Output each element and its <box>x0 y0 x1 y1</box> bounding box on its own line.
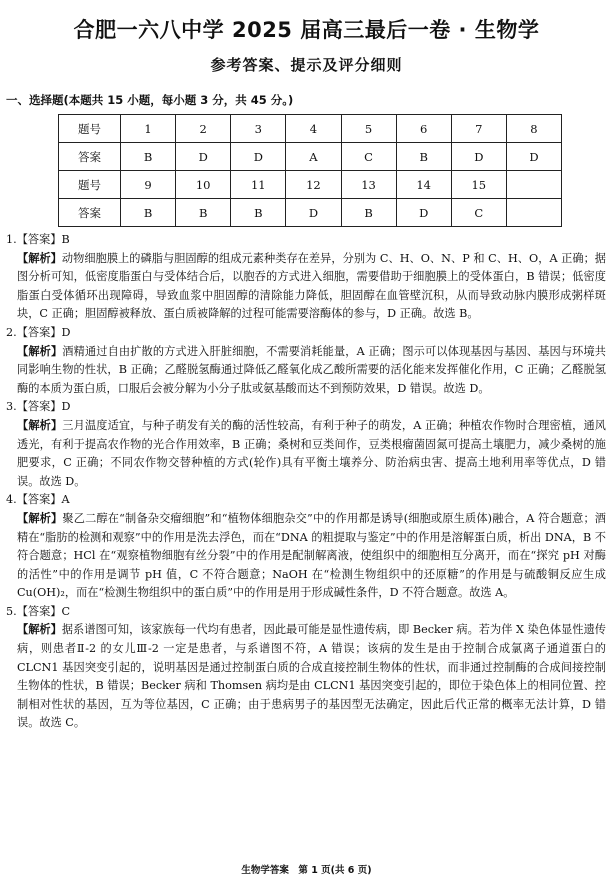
table-cell <box>506 171 561 199</box>
question-number: 1. <box>6 233 17 246</box>
page-subtitle: 参考答案、提示及评分细则 <box>210 56 403 74</box>
page-title: 合肥一六八中学 2025 届高三最后一卷 · 生物学 <box>73 18 540 42</box>
table-cell: 9 <box>121 171 176 199</box>
table-cell: B <box>121 143 176 171</box>
question-number: 4. <box>6 493 17 507</box>
explanation-paragraph <box>6 417 606 491</box>
table-row <box>59 199 562 227</box>
answer-tag: 【答案】 <box>16 325 62 339</box>
question-block <box>6 324 606 398</box>
table-cell: 3 <box>231 115 286 143</box>
table-row-header: 题号 <box>59 115 121 143</box>
explanation-text: 动物细胞膜上的磷脂与胆固醇的组成元素种类存在差异，分别为 C、H、O、N、P 和 C、H、O，A 正确；据图分析可知，低密度脂蛋白与受体结合后，以胞吞的方式进入细胞，需要借助于细胞膜上的受体蛋白，B 错误；低密度脂蛋白受体循环出现障碍，导致血浆中胆固醇的清除能力降低，胆固醇在血管壁沉积，从而导致动脉内膜形成粥样斑块，C 正确；胆固醇被释放、蛋白质被降解的过程可能需要溶酶体的参与，D 正确。故选 B。 <box>17 251 606 321</box>
table-cell: 12 <box>286 171 341 199</box>
table-row-header: 答案 <box>59 143 121 171</box>
answer-line <box>6 231 606 250</box>
table-cell: C <box>451 199 506 227</box>
table-cell: B <box>176 199 231 227</box>
answer-line <box>6 491 606 510</box>
table-cell: 2 <box>176 115 231 143</box>
explanation-tag: 【解析】 <box>17 418 63 432</box>
answer-table <box>58 114 562 227</box>
table-cell <box>506 199 561 227</box>
explanation-tag: 【解析】 <box>17 251 62 265</box>
table-cell: 1 <box>121 115 176 143</box>
explanation-paragraph <box>6 343 606 399</box>
answer-line <box>6 603 606 622</box>
explanation-paragraph <box>6 250 606 324</box>
table-cell: B <box>231 199 286 227</box>
table-cell: B <box>396 143 451 171</box>
table-cell: D <box>231 143 286 171</box>
explanation-text: 据系谱图可知，该家族每一代均有患者，因此最可能是显性遗传病，即 Becker 病。若为伴 X 染色体显性遗传病，则患者Ⅱ-2 的女儿Ⅲ-2 一定是患者，与系谱图不符，A 错误；该病的发生是由于控制合成氯离子通道蛋白的 CLCN1 基因突变引起的，说明基因是通过控制蛋白质的合成直接控制生物体的性状，而非通过控制酶的合成间接控制生物体的性状，B 错误；Becker 病和 Thomsen 病均是由 CLCN1 基因突变引起的，即位于染色体上的相同位置、控制相对性状的基因，互为等位基因，C 正确；由于患病男子的基因型无法确定，因此后代正常的概率无法计算，D 错误。故选 C。 <box>17 623 606 730</box>
explanation-tag: 【解析】 <box>17 511 63 525</box>
table-cell: 5 <box>341 115 396 143</box>
table-cell: 6 <box>396 115 451 143</box>
question-number: 3. <box>6 400 17 414</box>
answer-tag: 【答案】 <box>16 400 62 414</box>
answer-tag: 【答案】 <box>16 493 62 507</box>
table-row <box>59 143 562 171</box>
explanation-text: 聚乙二醇在“制备杂交瘤细胞”和“植物体细胞杂交”中的作用都是诱导(细胞或原生质体)融合，A 符合题意；酒精在“脂肪的检测和观察”中的作用是洗去浮色，而在“DNA 的粗提取与鉴定”中的作用是溶解蛋白质，析出 DNA，B 不符合题意；HCl 在“观察植物细胞有丝分裂”中的作用是配制解离液，使组织中的细胞相互分离开，而在“探究 pH 对酶的活性”中的作用是调节 pH 值，C 不符合题意；NaOH 在“检测生物组织中的还原糖”的作用是与硫酸铜反应生成 Cu(OH)₂，而在“检测生物组织中的蛋白质”中的作用是用于形成碱性条件，D 不符合题意。故选 A。 <box>17 511 606 600</box>
question-block <box>6 603 606 733</box>
answer-tag: 【答案】 <box>16 233 62 246</box>
explanation-text: 酒精通过自由扩散的方式进入肝脏细胞，不需要消耗能量，A 正确；图示可以体现基因与基因、基因与环境共同影响生物的性状，B 正确；乙醛脱氢酶通过降低乙醛氧化成乙酸所需要的活化能来发挥催化作用，C 正确；乙醛脱氢酶的本质为蛋白质，口服后会被分解为小分子肽或氨基酸而达不到预防效果，D 错误。故选 D。 <box>17 344 606 395</box>
table-row-header: 答案 <box>59 199 121 227</box>
explanation-tag: 【解析】 <box>17 623 62 637</box>
question-block <box>6 398 606 491</box>
section-heading: 一、选择题(本题共 15 小题，每小题 3 分，共 45 分。) <box>6 93 294 107</box>
table-cell: 7 <box>451 115 506 143</box>
answer-line <box>6 398 606 417</box>
answer-value: D <box>61 325 71 339</box>
table-cell: 10 <box>176 171 231 199</box>
question-number: 5. <box>6 604 17 618</box>
question-block <box>6 491 606 603</box>
table-cell: D <box>176 143 231 171</box>
table-cell: D <box>451 143 506 171</box>
table-cell: 8 <box>506 115 561 143</box>
question-number: 2. <box>6 325 17 339</box>
explanation-text: 三月温度适宜，与种子萌发有关的酶的活性较高，有利于种子的萌发，A 正确；种植农作物时合理密植，通风透光，有利于提高农作物的光合作用效率，B 正确；桑树和豆类间作，豆类根瘤菌固氮可提高土壤肥力，减少桑树的施肥要求，C 正确；不同农作物交替种植的方式(轮作)具有平衡土壤养分、防治病虫害、提高土地利用率等优点，D 错误。故选 D。 <box>17 418 606 488</box>
table-row <box>59 115 562 143</box>
explanation-tag: 【解析】 <box>17 344 63 358</box>
table-row <box>59 171 562 199</box>
table-cell: A <box>286 143 341 171</box>
table-cell: D <box>506 143 561 171</box>
page-footer: 生物学答案 第 1 页(共 6 页) <box>241 865 372 876</box>
table-row-header: 题号 <box>59 171 121 199</box>
answer-value: C <box>61 604 71 618</box>
table-cell: B <box>121 199 176 227</box>
table-cell: 4 <box>286 115 341 143</box>
table-cell: B <box>341 199 396 227</box>
table-cell: 15 <box>451 171 506 199</box>
explanations <box>6 231 606 733</box>
table-cell: D <box>396 199 451 227</box>
table-cell: C <box>341 143 396 171</box>
table-cell: D <box>286 199 341 227</box>
answer-tag: 【答案】 <box>16 604 62 618</box>
table-cell: 11 <box>231 171 286 199</box>
table-cell: 13 <box>341 171 396 199</box>
answer-value: A <box>61 493 70 507</box>
question-block <box>6 231 606 324</box>
explanation-paragraph <box>6 621 606 733</box>
table-cell: 14 <box>396 171 451 199</box>
answer-value: D <box>61 400 71 414</box>
answer-line <box>6 324 606 343</box>
explanation-paragraph <box>6 510 606 603</box>
answer-value: B <box>61 233 70 246</box>
